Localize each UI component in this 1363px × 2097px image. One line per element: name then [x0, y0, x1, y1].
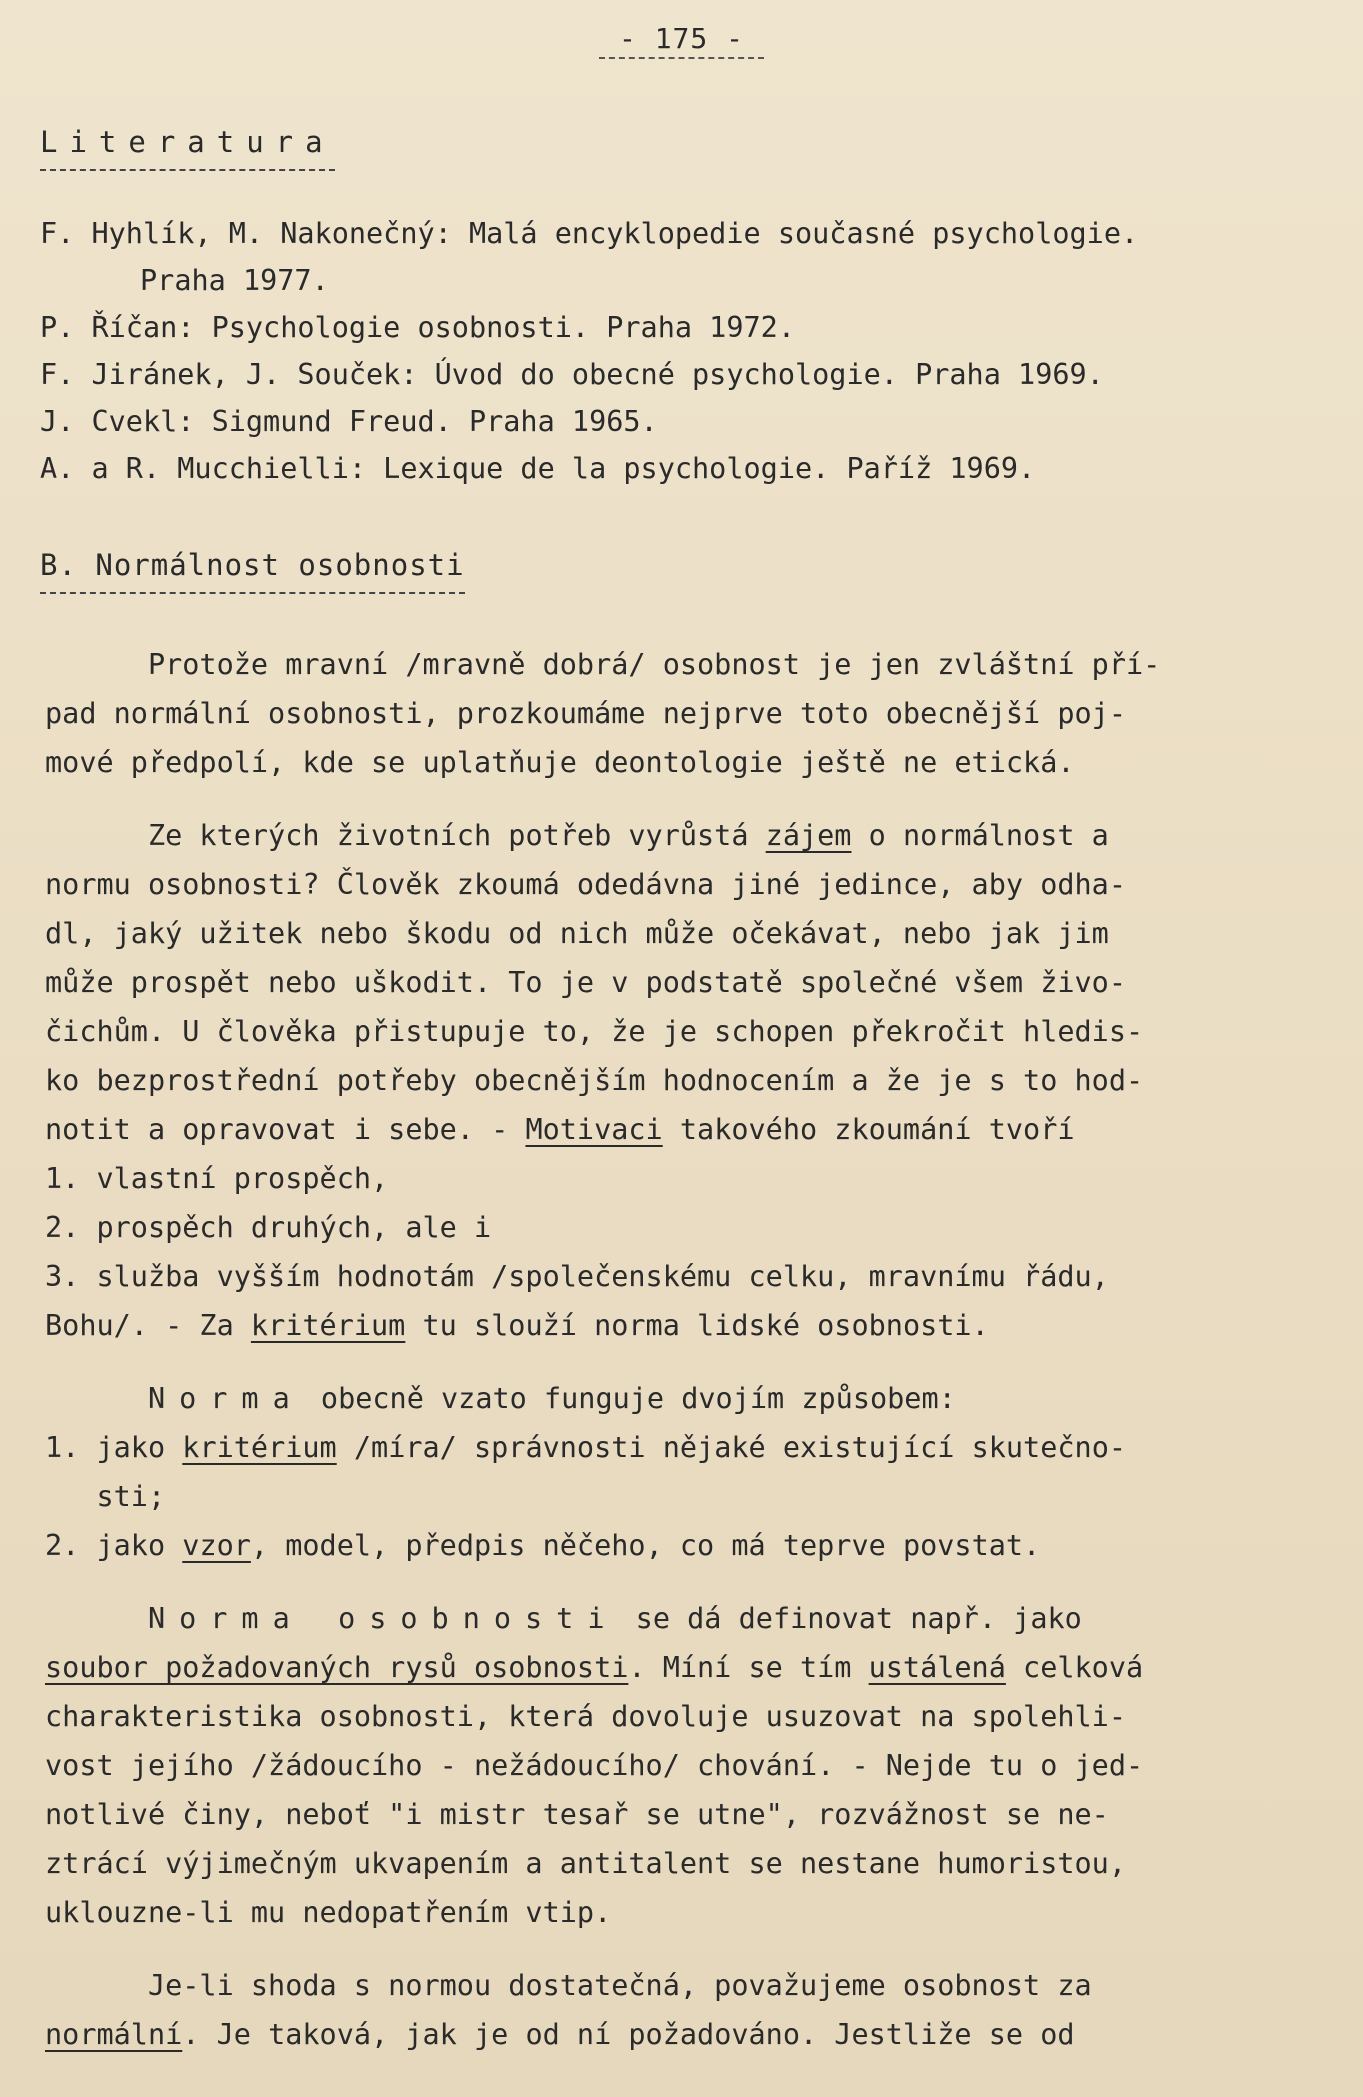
- list-item: 2. jako vzor, model, předpis něčeho, co má teprve povstat.: [45, 1529, 1041, 1562]
- paragraph-line: Ze kterých životních potřeb vyrůstá zájem o normálnost a: [147, 819, 1109, 852]
- underlined-term: kritérium: [182, 1431, 337, 1464]
- reference-item: A. a R. Mucchielli: Lexique de la psychologie. Paříž 1969.: [40, 452, 1036, 485]
- list-item: sti;: [96, 1480, 166, 1513]
- paragraph-line: Norma osobnosti se dá definovat např. jako: [147, 1602, 1082, 1635]
- list-item: 1. vlastní prospěch,: [45, 1162, 389, 1195]
- paragraph-line: normu osobnosti? Člověk zkoumá odedávna jiné jedince, aby odha-: [45, 868, 1126, 901]
- spaced-term: osobnosti: [338, 1602, 619, 1635]
- reference-list: [40, 210, 1340, 492]
- underlined-term: ustálená: [868, 1651, 1006, 1684]
- paragraph-line: Protože mravní /mravně dobrá/ osobnost je jen zvláštní pří-: [147, 648, 1161, 681]
- paragraph-line: ztrácí výjimečným ukvapením a antitalent se nestane humoristou,: [45, 1847, 1126, 1880]
- paragraph-line: uklouzne-li mu nedopatřením vtip.: [45, 1896, 612, 1929]
- reference-item: F. Jiránek, J. Souček: Úvod do obecné psychologie. Praha 1969.: [40, 358, 1104, 391]
- list-item: 2. prospěch druhých, ale i: [45, 1211, 492, 1244]
- paragraph-line: Bohu/. - Za kritérium tu slouží norma lidské osobnosti.: [45, 1309, 989, 1342]
- paragraph-line: dl, jaký užitek nebo škodu od nich může očekávat, nebo jak jim: [45, 917, 1109, 950]
- spaced-term: Norma: [147, 1602, 304, 1635]
- paragraph-line: vost jejího /žádoucího - nežádoucího/ chování. - Nejde tu o jed-: [45, 1749, 1144, 1782]
- list-item: 1. jako kritérium /míra/ správnosti nějaké existující skutečno-: [45, 1431, 1127, 1464]
- underlined-term: normální: [45, 2018, 183, 2051]
- underlined-term: vzor: [182, 1529, 251, 1562]
- paragraph-line: normální. Je taková, jak je od ní požadováno. Jestliže se od: [45, 2018, 1075, 2051]
- paragraph-line: pad normální osobnosti, prozkoumáme nejprve toto obecnější poj-: [45, 697, 1126, 730]
- paragraph-line: mové předpolí, kde se uplatňuje deontologie ještě ne etická.: [45, 746, 1075, 779]
- paragraph-line: notit a opravovat i sebe. - Motivaci takového zkoumání tvoří: [45, 1113, 1075, 1146]
- paragraph-line: ko bezprostřední potřeby obecnějším hodnocením a že je s to hod-: [45, 1064, 1144, 1097]
- section-heading: B. Normálnost osobnosti: [40, 548, 465, 594]
- section-body: [45, 640, 1335, 2059]
- reference-item: J. Cvekl: Sigmund Freud. Praha 1965.: [40, 405, 658, 438]
- underlined-term: kritérium: [250, 1309, 406, 1342]
- literature-heading: Literatura: [40, 125, 335, 171]
- reference-item: P. Říčan: Psychologie osobnosti. Praha 1972.: [40, 311, 795, 344]
- underlined-term: zájem: [765, 819, 852, 852]
- paragraph-line: čichům. U člověka přistupuje to, že je schopen překročit hledis-: [45, 1015, 1144, 1048]
- spaced-term: Norma: [147, 1382, 304, 1415]
- paragraph-line: může prospět nebo uškodit. To je v podstatě společné všem živo-: [45, 966, 1126, 999]
- page-number: - 175 -: [0, 22, 1363, 55]
- paragraph-line: Norma obecně vzato funguje dvojím způsobem:: [147, 1382, 956, 1415]
- paragraph-line: charakteristika osobnosti, která dovoluje usuzovat na spolehli-: [45, 1700, 1126, 1733]
- underlined-term: Motivaci: [525, 1113, 663, 1146]
- paragraph-line: notlivé činy, neboť "i mistr tesař se utne", rozvážnost se ne-: [45, 1798, 1109, 1831]
- underlined-term: soubor požadovaných rysů osobnosti: [45, 1651, 629, 1684]
- paragraph-line: Je-li shoda s normou dostatečná, považujeme osobnost za: [147, 1969, 1092, 2002]
- list-item: 3. služba vyšším hodnotám /společenskému celku, mravnímu řádu,: [45, 1260, 1109, 1293]
- paragraph-line: soubor požadovaných rysů osobnosti. Míní se tím ustálená celková: [45, 1651, 1144, 1684]
- reference-item: Praha 1977.: [140, 264, 329, 297]
- reference-item: F. Hyhlík, M. Nakonečný: Malá encyklopedie současné psychologie.: [40, 217, 1139, 250]
